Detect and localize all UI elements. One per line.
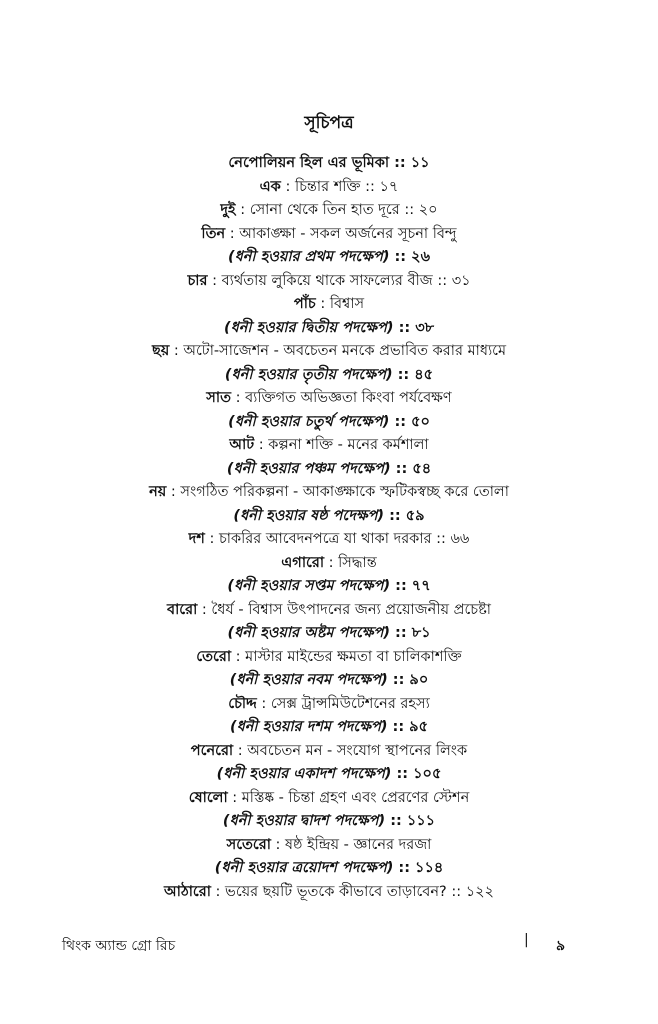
chapter-number: ছয় [151,343,170,359]
chapter-title: : অটো-সাজেশন - অবচেতন মনকে প্রভাবিত করার মাধ্যমে [169,343,507,359]
toc-chapter-line [60,834,598,858]
toc-chapter-line [60,434,598,458]
chapter-number: আঠারো [164,883,211,900]
chapter-number: দুই [220,202,236,218]
step-page-number: :: ৭৭ [390,578,431,594]
chapter-number: তেরো [196,648,232,665]
chapter-number: নয় [149,484,167,500]
toc-chapter-line [60,387,598,411]
step-page-number: :: ১১১ [385,813,436,829]
step-page-number: :: ৫০ [389,413,430,430]
toc-chapter-line [60,223,598,247]
toc-chapter-line [60,481,598,505]
step-page-number: :: ৫৯ [384,507,425,524]
toc-step-line [60,857,598,881]
chapter-number: এক [259,178,281,195]
page-title: সূচিপত্র [304,113,354,133]
toc-chapter-line [60,199,598,223]
toc-step-line [60,505,598,529]
chapter-title: : মস্তিষ্ক - চিন্তা গ্রহণ এবং প্রেরণের স্টেশন [227,789,470,806]
step-page-number: :: ৯০ [387,672,429,688]
chapter-number: পাঁচ [293,296,316,312]
toc-chapter-line [60,176,598,200]
toc-chapter-line [60,646,598,670]
chapter-title: : সিদ্ধান্ত [324,554,377,571]
chapter-number: বারো [167,601,198,618]
step-page-number: :: ৯৫ [387,719,428,735]
toc-chapter-line [60,881,598,905]
chapter-number: চার [187,272,208,289]
toc-chapter-line [60,270,598,294]
chapter-title: : ব্যর্থতায় লুকিয়ে থাকে সাফল্যের বীজ :: ৩১ [207,272,471,289]
step-label: (ধনী হওয়ার পঞ্চম পদক্ষেপ) [226,460,391,477]
step-label: (ধনী হওয়ার নবম পদক্ষেপ) [229,672,388,688]
toc-step-line [60,317,598,341]
step-page-number: :: ৪৫ [392,366,434,383]
step-label: (ধনী হওয়ার একাদশ পদক্ষেপ) [216,766,392,782]
step-page-number: :: ৫৪ [390,460,432,477]
toc-chapter-line [60,599,598,623]
chapter-title: : অবচেতন মন - সংযোগ স্থাপনের লিংক [233,742,468,759]
chapter-number: সতেরো [226,836,271,853]
toc-step-line [60,716,598,740]
step-label: (ধনী হওয়ার সপ্তম পদক্ষেপ) [227,578,391,594]
toc-step-line [60,458,598,482]
chapter-title: : চিন্তার শক্তি :: ১৭ [280,178,399,195]
chapter-title: : আকাঙ্ক্ষা - সকল অর্জনের সূচনা বিন্দু [225,225,457,242]
chapter-title: : সংগঠিত পরিকল্পনা - আকাঙ্ক্ষাকে স্ফটিকস্বচ্ছ করে তোলা [166,484,509,500]
chapter-title: : ধৈর্য - বিশ্বাস উৎপাদনের জন্য প্রয়োজনীয় প্রচেষ্টা [197,601,491,618]
footer-page-number: ৯ [556,938,566,954]
step-label: (ধনী হওয়ার দ্বিতীয় পদক্ষেপ) [223,319,394,336]
toc-chapter-line [60,293,598,317]
step-page-number: :: ৮১ [390,625,431,641]
toc-step-line [60,364,598,388]
step-label: (ধনী হওয়ার ত্রয়োদশ পদক্ষেপ) [214,860,394,876]
step-label: (ধনী হওয়ার দশম পদক্ষেপ) [230,719,388,735]
step-label: (ধনী হওয়ার তৃতীয় পদক্ষেপ) [224,366,393,383]
footer-book-title: থিংক অ্যান্ড গ্রো রিচ [62,938,176,954]
chapter-title: : ভয়ের ছয়টি ভূতকে কীভাবে তাড়াবেন? :: ১২২ [210,883,494,900]
toc-step-line [60,810,598,834]
footer-separator: | [524,932,529,948]
toc-chapter-line [60,740,598,764]
chapter-number: চৌদ্দ [228,695,257,712]
chapter-title: : ব্যক্তিগত অভিজ্ঞতা কিংবা পর্যবেক্ষণ [230,390,452,406]
chapter-number: সাত [206,390,231,406]
step-label: (ধনী হওয়ার দ্বাদশ পদক্ষেপ) [222,813,386,829]
toc-step-line [60,669,598,693]
chapter-title: : কল্পনা শক্তি - মনের কর্মশালা [254,437,429,453]
step-page-number: :: ১১৪ [393,860,444,876]
toc-chapter-line [60,340,598,364]
chapter-number: ষোলো [188,789,228,806]
chapter-title: : মাস্টার মাইন্ডের ক্ষমতা বা চালিকাশক্তি [231,648,462,665]
toc-step-line [60,575,598,599]
toc-chapter-line [60,693,598,717]
step-label: (ধনী হওয়ার ষষ্ঠ পদেক্ষপ) [233,507,385,524]
chapter-number: দশ [188,531,205,547]
toc-chapter-line [60,552,598,576]
toc-step-line [60,763,598,787]
chapter-number: এগারো [281,554,325,571]
toc-chapter-line [60,787,598,811]
toc-step-line [60,622,598,646]
step-page-number: :: ১০৫ [391,766,442,782]
toc-intro-line: নেপোলিয়ন হিল এর ভূমিকা :: ১১ [228,155,430,171]
step-label: (ধনী হওয়ার প্রথম পদক্ষেপ) [227,249,390,265]
step-label: (ধনী হওয়ার চতুর্থ পদক্ষেপ) [228,413,390,430]
chapter-title: : চাকরির আবেদনপত্রে যা থাকা দরকার :: ৬৬ [204,531,470,547]
toc-step-line [60,246,598,270]
chapter-title: : সেক্স ট্রান্সমিউটেশনের রহস্য [256,695,430,712]
step-label: (ধনী হওয়ার অষ্টম পদক্ষেপ) [227,625,390,641]
chapter-number: তিন [201,225,226,242]
chapter-title: : সোনা থেকে তিন হাত দূরে :: ২০ [235,202,438,218]
chapter-title: : বিশ্বাস [315,296,365,312]
chapter-number: আট [229,437,255,453]
step-page-number: :: ২৬ [389,249,431,265]
chapter-title: : ষষ্ঠ ইন্দ্রিয় - জ্ঞানের দরজা [270,836,432,853]
step-page-number: :: ৩৮ [393,319,435,336]
toc-step-line [60,411,598,435]
toc-chapter-line [60,528,598,552]
table-of-contents [60,152,598,904]
chapter-number: পনেরো [190,742,234,759]
